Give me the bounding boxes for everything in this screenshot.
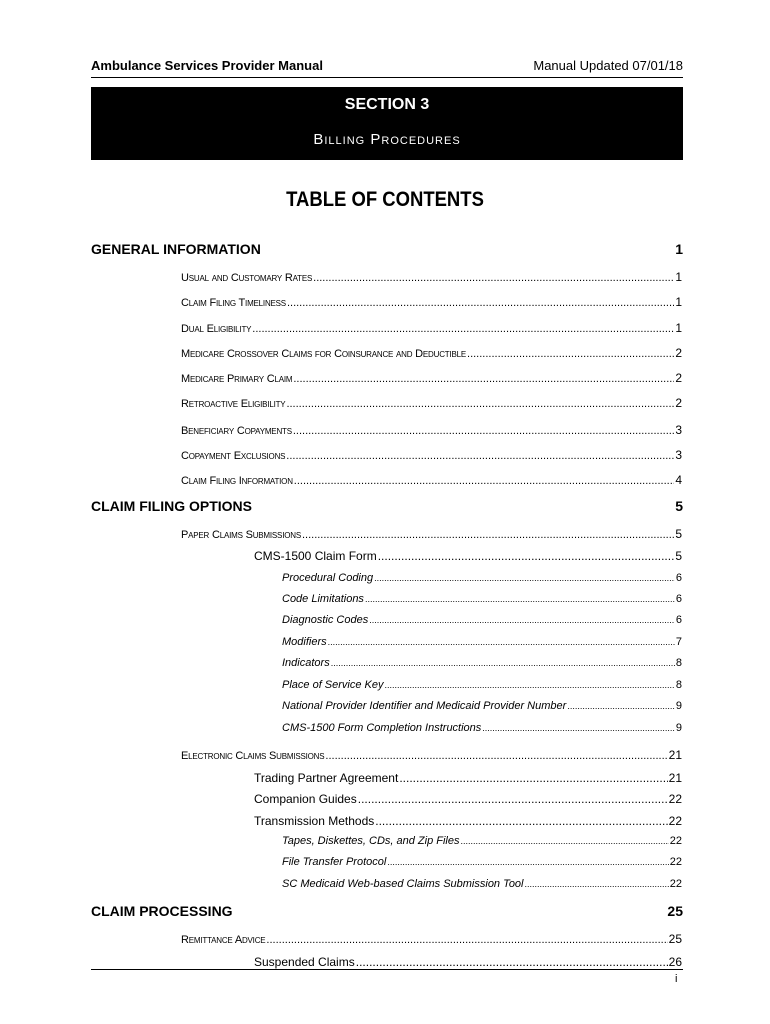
- toc-entry-label: GENERAL INFORMATION: [91, 241, 261, 257]
- footer-page-number: i: [675, 973, 678, 985]
- toc-entry-label: Diagnostic Codes: [282, 614, 369, 626]
- toc-entry-page: 22: [668, 814, 682, 828]
- toc-entry-label: Transmission Methods: [254, 814, 375, 828]
- toc-entry-page: 1: [675, 270, 682, 284]
- toc-entry-page: 1: [675, 321, 682, 335]
- toc-leader-dots: [374, 573, 675, 583]
- toc-leader-dots: [252, 323, 674, 335]
- toc-entry[interactable]: [282, 835, 682, 847]
- toc-leader-dots: [467, 348, 674, 360]
- toc-entry-page: 7: [675, 636, 682, 648]
- toc-entry-label: File Transfer Protocol: [282, 856, 387, 868]
- toc-entry[interactable]: [282, 614, 682, 626]
- toc-entry[interactable]: [254, 771, 682, 785]
- toc-entry-page: 2: [675, 371, 682, 385]
- toc-entry-page: 3: [675, 448, 682, 462]
- toc-leader-dots: [567, 701, 675, 711]
- toc-entry-label: Beneficiary Copayments: [181, 425, 292, 437]
- toc-entry-label: Code Limitations: [282, 593, 364, 605]
- section-number: SECTION 3: [344, 96, 430, 113]
- toc-leader-dots: [369, 615, 675, 625]
- toc-entry[interactable]: [181, 748, 682, 762]
- toc-leader-dots: [294, 475, 675, 487]
- toc-entry-label: Copayment Exclusions: [181, 450, 286, 462]
- manual-updated-date: Manual Updated 07/01/18: [533, 58, 683, 73]
- toc-leader-dots: [525, 879, 669, 889]
- toc-entry[interactable]: [254, 792, 682, 806]
- toc-entry-page: 6: [675, 593, 682, 605]
- toc-entry[interactable]: [282, 856, 682, 868]
- toc-entry[interactable]: [181, 473, 682, 487]
- toc-entry-label: Companion Guides: [254, 792, 357, 806]
- toc-entry[interactable]: [181, 371, 682, 385]
- toc-entry-page: 3: [675, 423, 682, 437]
- toc-leader-dots: [399, 771, 667, 785]
- toc-leader-dots: [286, 398, 674, 410]
- toc-entry-page: 2: [675, 346, 682, 360]
- toc-entry[interactable]: [181, 448, 682, 462]
- toc-entry-label: Tapes, Diskettes, CDs, and Zip Files: [282, 835, 460, 847]
- toc-entry-page: 5: [675, 527, 682, 541]
- toc-entry-label: National Provider Identifier and Medicaid Provider Number: [282, 700, 567, 712]
- toc-leader-dots: [286, 450, 674, 462]
- toc-entry[interactable]: [181, 346, 682, 360]
- toc-entry-page: 22: [669, 835, 682, 847]
- toc-leader-dots: [266, 934, 667, 946]
- toc-leader-dots: [328, 637, 675, 647]
- toc-section-entry[interactable]: [91, 241, 683, 257]
- manual-title: Ambulance Services Provider Manual: [91, 58, 323, 73]
- toc-entry-page: 6: [675, 614, 682, 626]
- toc-entry-label: CMS-1500 Claim Form: [254, 549, 377, 563]
- toc-entry[interactable]: [254, 955, 682, 969]
- toc-leader-dots: [325, 750, 667, 762]
- toc-entry-page: 5: [675, 549, 682, 563]
- toc-entry-label: Paper Claims Submissions: [181, 529, 301, 541]
- toc-entry-label: SC Medicaid Web-based Claims Submission Tool: [282, 878, 524, 890]
- toc-entry-label: Indicators: [282, 657, 330, 669]
- toc-entry[interactable]: [282, 878, 682, 890]
- toc-entry-label: Medicare Crossover Claims for Coinsurance and Deductible: [181, 348, 467, 360]
- toc-leader-dots: [287, 297, 674, 309]
- toc-entry-page: 5: [675, 498, 683, 514]
- toc-entry[interactable]: [181, 270, 682, 284]
- toc-entry-label: Suspended Claims: [254, 955, 355, 969]
- toc-entry-label: CLAIM FILING OPTIONS: [91, 498, 252, 514]
- toc-entry-page: 21: [668, 748, 682, 762]
- toc-leader-dots: [313, 272, 674, 284]
- toc-leader-dots: [461, 836, 669, 846]
- toc-entry-page: 8: [675, 657, 682, 669]
- toc-entry-label: Remittance Advice: [181, 934, 266, 946]
- toc-leader-dots: [365, 594, 675, 604]
- toc-leader-dots: [378, 549, 675, 563]
- toc-entry-page: 25: [668, 932, 682, 946]
- toc-entry-label: Place of Service Key: [282, 679, 384, 691]
- toc-entry-label: CMS-1500 Form Completion Instructions: [282, 722, 482, 734]
- toc-leader-dots: [358, 792, 668, 806]
- toc-entry[interactable]: [254, 814, 682, 828]
- toc-entry[interactable]: [181, 396, 682, 410]
- toc-entry-page: 1: [675, 241, 683, 257]
- section-banner: [91, 87, 683, 160]
- toc-entry-label: CLAIM PROCESSING: [91, 903, 233, 919]
- toc-leader-dots: [356, 955, 668, 969]
- toc-entry[interactable]: [282, 679, 682, 691]
- toc-entry-page: 22: [669, 878, 682, 890]
- toc-entry[interactable]: [282, 657, 682, 669]
- toc-entry[interactable]: [282, 722, 682, 734]
- toc-entry-label: Trading Partner Agreement: [254, 771, 399, 785]
- toc-section-entry[interactable]: [91, 498, 683, 514]
- toc-entry-page: 22: [669, 856, 682, 868]
- toc-entry[interactable]: [181, 527, 682, 541]
- toc-entry[interactable]: [254, 549, 682, 563]
- toc-entry-page: 8: [675, 679, 682, 691]
- toc-entry-label: Medicare Primary Claim: [181, 373, 293, 385]
- toc-leader-dots: [293, 373, 674, 385]
- toc-entry-page: 25: [667, 903, 683, 919]
- toc-entry[interactable]: [181, 295, 682, 309]
- toc-entry[interactable]: [282, 593, 682, 605]
- toc-leader-dots: [385, 680, 675, 690]
- toc-heading: TABLE OF CONTENTS: [286, 188, 484, 211]
- toc-entry-page: 6: [675, 572, 682, 584]
- toc-entry-label: Procedural Coding: [282, 572, 374, 584]
- toc-entry-page: 4: [675, 473, 682, 487]
- toc-leader-dots: [387, 857, 668, 867]
- toc-entry-page: 1: [675, 295, 682, 309]
- toc-entry[interactable]: [282, 700, 682, 712]
- footer-divider: [91, 969, 683, 970]
- toc-entry-label: Dual Eligibility: [181, 323, 252, 335]
- toc-entry-label: Usual and Customary Rates: [181, 272, 313, 284]
- toc-leader-dots: [331, 658, 675, 668]
- toc-entry-page: 2: [675, 396, 682, 410]
- section-title: Billing Procedures: [313, 131, 461, 148]
- toc-entry-label: Retroactive Eligibility: [181, 398, 286, 410]
- toc-entry-label: Electronic Claims Submissions: [181, 750, 325, 762]
- toc-entry[interactable]: [181, 423, 682, 437]
- toc-leader-dots: [482, 723, 675, 733]
- toc-entry-page: 22: [668, 792, 682, 806]
- toc-entry-page: 21: [668, 771, 682, 785]
- toc-entry-label: Claim Filing Timeliness: [181, 297, 286, 309]
- toc-entry-label: Claim Filing Information: [181, 475, 293, 487]
- toc-entry-page: 26: [668, 955, 682, 969]
- toc-entry[interactable]: [181, 932, 682, 946]
- toc-entry-page: 9: [675, 700, 682, 712]
- toc-section-entry[interactable]: [91, 903, 683, 919]
- toc-entry-page: 9: [675, 722, 682, 734]
- toc-entry[interactable]: [181, 321, 682, 335]
- toc-entry[interactable]: [282, 636, 682, 648]
- toc-entry[interactable]: [282, 572, 682, 584]
- header-divider: [91, 77, 683, 78]
- toc-leader-dots: [375, 814, 667, 828]
- toc-entry-label: Modifiers: [282, 636, 327, 648]
- page-header: [91, 56, 683, 76]
- toc-leader-dots: [302, 529, 674, 541]
- toc-leader-dots: [293, 425, 674, 437]
